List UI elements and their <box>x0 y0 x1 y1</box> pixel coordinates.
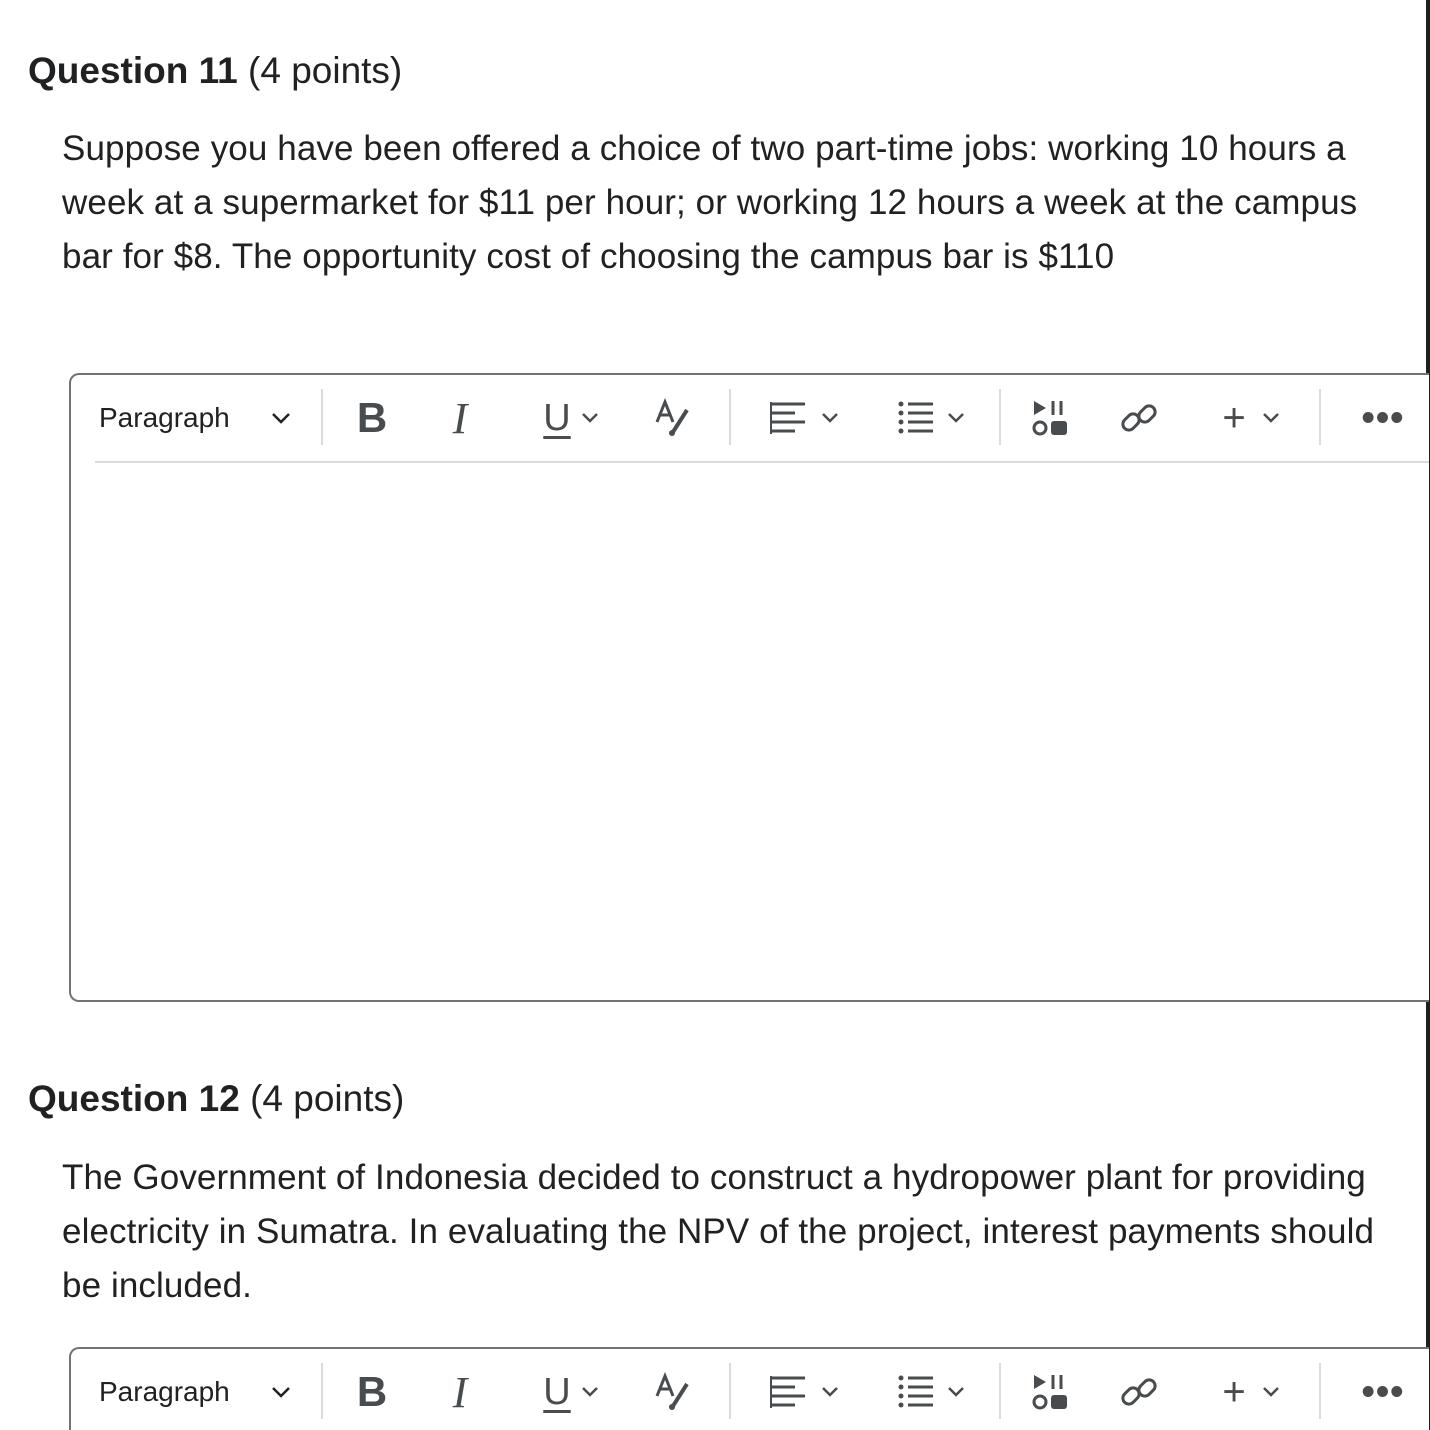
plus-icon: + <box>1222 395 1246 440</box>
insert-menu-button[interactable] <box>1211 1363 1291 1421</box>
toolbar-separator <box>321 1363 323 1419</box>
italic-button[interactable] <box>435 389 485 447</box>
text-color-button[interactable] <box>647 1363 699 1421</box>
align-icon <box>769 1374 807 1410</box>
text-color-icon <box>653 398 693 438</box>
toolbar-separator <box>999 389 1001 445</box>
answer-editor <box>69 373 1429 1002</box>
align-button[interactable] <box>761 1363 847 1421</box>
editor-toolbar <box>71 1349 1429 1430</box>
chevron-down-icon <box>947 412 965 424</box>
bold-icon: B <box>356 394 388 441</box>
align-icon <box>769 400 807 436</box>
bold-button[interactable] <box>347 1363 397 1421</box>
media-icon <box>1032 399 1070 437</box>
list-icon <box>897 400 935 436</box>
answer-text-area[interactable] <box>71 463 1429 1000</box>
answer-editor <box>69 1347 1429 1430</box>
text-color-icon <box>653 1372 693 1412</box>
question-number: Question 11 <box>28 50 238 91</box>
question-text: Suppose you have been offered a choice of two part-time jobs: working 10 hours a week at a supermarket for $11 per hour; or working 12 hours a week at the campus bar for $8. The opportunity cost of choosing the campus bar is $110 <box>62 129 1358 276</box>
list-button[interactable] <box>891 1363 971 1421</box>
underline-button[interactable] <box>529 389 613 447</box>
toolbar-separator <box>999 1363 1001 1419</box>
insert-media-button[interactable] <box>1029 389 1073 447</box>
question-number: Question 12 <box>28 1078 240 1119</box>
italic-button[interactable] <box>435 1363 485 1421</box>
insert-media-button[interactable] <box>1029 1363 1073 1421</box>
question-points: (4 points) <box>248 50 403 91</box>
underline-icon: U <box>543 1370 571 1413</box>
format-select-value: Paragraph <box>99 402 230 433</box>
chevron-down-icon <box>821 412 839 424</box>
chevron-down-icon <box>947 1386 965 1398</box>
editor-toolbar <box>71 375 1429 463</box>
bold-icon: B <box>356 1368 388 1415</box>
underline-icon: U <box>543 396 571 439</box>
chevron-down-icon <box>581 1386 599 1398</box>
format-select-value: Paragraph <box>99 1376 230 1407</box>
toolbar-separator <box>1319 1363 1321 1419</box>
list-button[interactable] <box>891 389 971 447</box>
insert-menu-button[interactable] <box>1211 389 1291 447</box>
insert-link-button[interactable] <box>1117 1363 1161 1421</box>
chevron-down-icon <box>1262 1386 1280 1398</box>
align-button[interactable] <box>761 389 847 447</box>
more-icon: ••• <box>1361 396 1405 439</box>
question-title <box>28 49 402 93</box>
text-color-button[interactable] <box>647 389 699 447</box>
chevron-down-icon <box>271 411 291 425</box>
insert-link-button[interactable] <box>1117 389 1161 447</box>
toolbar-separator <box>1319 389 1321 445</box>
chevron-down-icon <box>821 1386 839 1398</box>
italic-icon: I <box>452 1367 468 1417</box>
plus-icon: + <box>1222 1369 1246 1414</box>
media-icon <box>1032 1373 1070 1411</box>
question-title <box>28 1077 404 1121</box>
chevron-down-icon <box>581 412 599 424</box>
list-icon <box>897 1374 935 1410</box>
link-icon <box>1119 398 1159 438</box>
underline-button[interactable] <box>529 1363 613 1421</box>
toolbar-separator <box>729 389 731 445</box>
toolbar-separator <box>729 1363 731 1419</box>
chevron-down-icon <box>271 1385 291 1399</box>
more-icon: ••• <box>1361 1370 1405 1413</box>
format-select[interactable] <box>99 389 291 447</box>
link-icon <box>1119 1372 1159 1412</box>
italic-icon: I <box>452 393 468 443</box>
bold-button[interactable] <box>347 389 397 447</box>
chevron-down-icon <box>1262 412 1280 424</box>
toolbar-separator <box>321 389 323 445</box>
format-select[interactable] <box>99 1363 291 1421</box>
question-points: (4 points) <box>250 1078 405 1119</box>
more-actions-button[interactable] <box>1361 1363 1405 1421</box>
question-text: The Government of Indonesia decided to construct a hydropower plant for providing electricity in Sumatra. In evaluating the NPV of the project, interest payments should be included. <box>62 1158 1375 1305</box>
more-actions-button[interactable] <box>1361 389 1405 447</box>
